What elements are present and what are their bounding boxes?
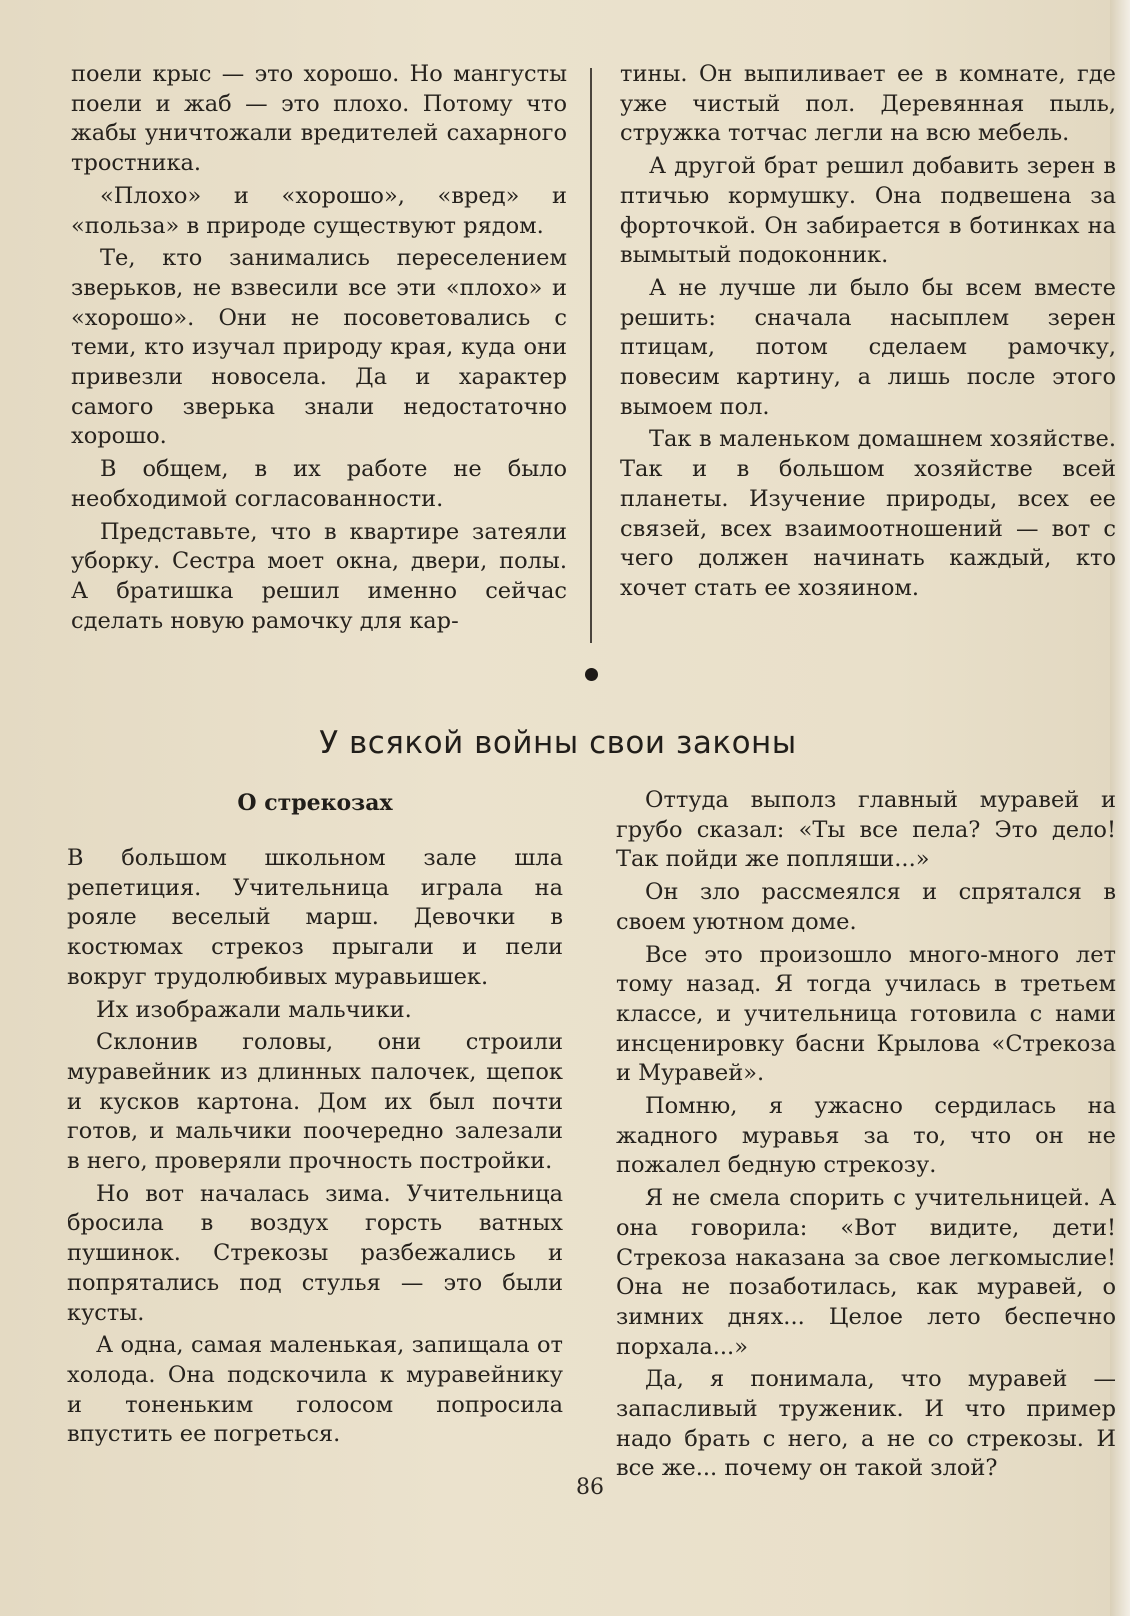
paragraph: тины. Он выпиливает ее в комнате, где уже чистый пол. Деревянная пыль, стружка тотчас легли на всю мебель.: [620, 61, 1116, 147]
paragraph: А не лучше ли было бы всем вместе решить: сначала насыплем зерен птицам, потом сделаем рамочку, повесим картину, а лишь после этого вымоем пол.: [620, 274, 1116, 420]
top-right-column: [620, 60, 1116, 607]
paragraph: В большом школьном зале шла репетиция. Учительница играла на рояле веселый марш. Девочки в костюмах стрекоз прыгали и пели вокруг трудолюбивых муравьишек.: [67, 845, 563, 990]
paragraph: Я не смела спорить с учительницей. А она говорила: «Вот видите, дети! Стрекоза наказана за свое легкомыслие! Она не позаботилась, как муравей, о зимних днях... Целое лето беспечно порхала...»: [616, 1185, 1116, 1360]
page-number: 86: [576, 1475, 604, 1500]
bottom-right-column: [616, 786, 1116, 1487]
bottom-left-column: [67, 844, 563, 1453]
paragraph: Да, я понимала, что муравей — запасливый труженик. И что пример надо брать с него, а не со стрекозы. И все же... почему он такой злой?: [616, 1366, 1116, 1482]
section-title: У всякой войны свои законы: [319, 725, 797, 761]
paragraph: А другой брат решил добавить зерен в птичью кормушку. Она подвешена за форточкой. Он забирается в ботинках на вымытый подоконник.: [620, 153, 1116, 269]
paragraph: Те, кто занимались переселением зверьков, не взвесили все эти «плохо» и «хорошо». Они не посоветовались с теми, кто изучал природу края, куда они привезли новосела. Да и характер самого зверька знали недостаточно хорошо.: [71, 245, 567, 450]
paragraph: Но вот началась зима. Учительница бросила в воздух горсть ватных пушинок. Стрекозы разбежались и попрятались под стулья — это были кусты.: [67, 1180, 563, 1326]
top-left-column: [71, 60, 567, 639]
paragraph: «Плохо» и «хорошо», «вред» и «польза» в природе существуют рядом.: [71, 182, 567, 239]
paragraph: поели крыс — это хорошо. Но мангусты поели и жаб — это плохо. Потому что жабы уничтожали вредителей сахарного тростника.: [71, 61, 567, 177]
column-divider: [590, 68, 592, 643]
paragraph: Он зло рассмеялся и спрятался в своем уютном доме.: [616, 879, 1116, 935]
paragraph: В общем, в их работе не было необходимой согласованности.: [71, 456, 567, 512]
paragraph: А одна, самая маленькая, запищала от холода. Она подскочила к муравейнику и тоненьким голосом попросила впустить ее погреться.: [67, 1332, 563, 1448]
paragraph: Так в маленьком домашнем хозяйстве. Так и в большом хозяйстве всей планеты. Изучение природы, всех ее связей, всех взаимоотношений — вот с чего должен начинать каждый, кто хочет стать ее хозяином.: [620, 426, 1116, 601]
paragraph: Оттуда выполз главный муравей и грубо сказал: «Ты все пела? Это дело! Так пойди же попляши...»: [616, 787, 1116, 873]
section-bullet: [585, 668, 598, 681]
paragraph: Представьте, что в квартире затеяли уборку. Сестра моет окна, двери, полы. А братишка решил именно сейчас сделать новую рамочку для кар-: [71, 518, 567, 634]
paragraph: Склонив головы, они строили муравейник из длинных палочек, щепок и кусков картона. Дом их был почти готов, и мальчики поочередно залезали в него, проверяли прочность постройки.: [67, 1029, 563, 1175]
paragraph: Их изображали мальчики.: [96, 996, 412, 1023]
paragraph: Помню, я ужасно сердилась на жадного муравья за то, что он не пожалел бедную стрекозу.: [616, 1093, 1116, 1179]
subsection-title: О стрекозах: [237, 790, 393, 816]
paragraph: Все это произошло много-много лет тому назад. Я тогда училась в третьем классе, и учительница готовила с нами инсценировку басни Крылова «Стрекоза и Муравей».: [616, 941, 1116, 1087]
